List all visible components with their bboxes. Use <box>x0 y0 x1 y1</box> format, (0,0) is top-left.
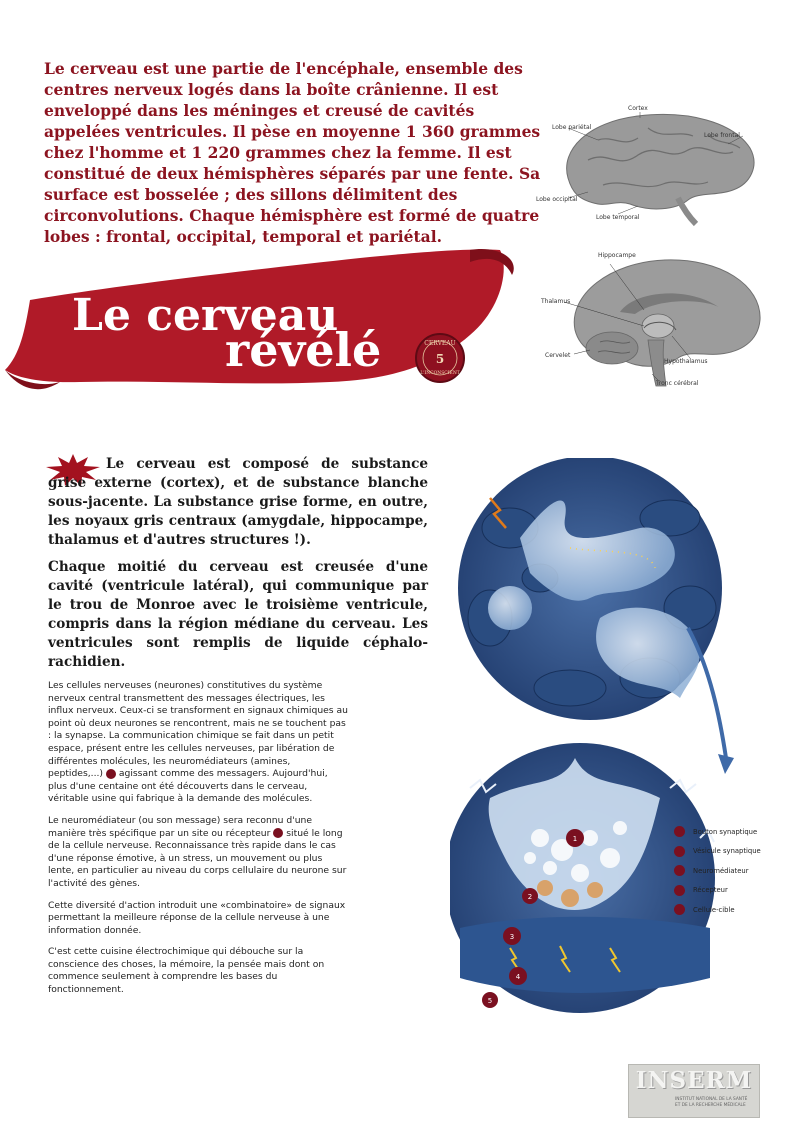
section-structure <box>48 455 428 680</box>
label-cervelet: Cervelet <box>545 352 571 359</box>
legend-bullet-icon <box>674 904 685 915</box>
label-tronc-cerebral: Tronc cérébral <box>656 380 699 387</box>
brain-lateral-illustration <box>528 100 788 230</box>
legend-item <box>674 842 794 862</box>
neurons-paragraph-2 <box>48 815 348 891</box>
legend-bullet-icon <box>674 846 685 857</box>
label-lobe-frontal: Lobe frontal <box>704 132 740 139</box>
seal-badge <box>416 334 464 382</box>
label-cortex: Cortex <box>628 105 648 112</box>
legend-bullet-icon <box>674 885 685 896</box>
synapse-legend <box>674 822 794 920</box>
label-lobe-occipital: Lobe occipital <box>536 196 578 203</box>
neurons-paragraph-2a: Le neuromédiateur (ou son message) sera reconnu d'une manière très spécifique par un site ou récepteur <box>48 814 313 839</box>
legend-bullet-icon <box>674 865 685 876</box>
legend-item <box>674 861 794 881</box>
structure-paragraph-1: Le cerveau est composé de substance grise externe (cortex), et de substance blanche sous-jacente. La substance grise forme, en outre, les noyaux gris centraux (amygdale, hippocampe, thalamus et d'autres structures !). <box>48 456 428 548</box>
legend-label: Récepteur <box>693 886 728 895</box>
neurons-paragraph-1b: agissant comme des messagers. Aujourd'hui, plus d'une centaine ont été découverts dans le cerveau, véritable usine qui fabrique à la demande des molécules. <box>48 768 328 805</box>
seal-text-top: CERVEAU <box>424 340 456 347</box>
legend-item <box>674 900 794 920</box>
seal-number: 5 <box>435 352 445 366</box>
neurons-paragraph-3: Cette diversité d'action introduit une «combinatoire» de signaux permettant la meilleure réponse de la cellule nerveuse à une information donnée. <box>48 899 346 936</box>
legend-label: Bouton synaptique <box>693 827 758 836</box>
receptor-dot-icon <box>273 828 283 838</box>
inserm-logo-text: INSERM <box>635 1067 753 1094</box>
label-lobe-temporal: Lobe temporal <box>596 214 640 221</box>
legend-item <box>674 881 794 901</box>
legend-bullet-icon <box>674 826 685 837</box>
legend-label: Neuromédiateur <box>693 866 749 875</box>
legend-label: Vésicule synaptique <box>693 847 761 856</box>
legend-label: Cellule-cible <box>693 905 735 914</box>
neuromediator-dot-icon <box>106 769 116 779</box>
legend-item <box>674 822 794 842</box>
banner-title-line1: Le cerveau <box>72 290 339 341</box>
inserm-logo <box>628 1064 760 1118</box>
neurons-paragraph-4: C'est cette cuisine électrochimique qui débouche sur la conscience des choses, la mémoire, la pensée mais dont on commence seulement à comprendre les bases du fonctionnement. <box>48 946 325 996</box>
neurons-paragraph-1a: Les cellules nerveuses (neurones) constitutives du système nerveux central transmettent des messages électriques, les influx nerveux. Ceux-ci se transforment en signaux chimiques au point où deux neurones se rencontrent, mais ne se touchent pas : la synapse. La communication chimique se fait dans un petit espace, présent entre les cellules nerveuses, par libération de différentes molécules, les neuromédiateurs (amines, peptides,...) <box>48 680 348 780</box>
intro-text: Le cerveau est une partie de l'encéphale, ensemble des centres nerveux logés dans la boîte crânienne. Il est enveloppé dans les méninges et creusé de cavités appelées ventricules. Il pèse en moyenne 1 360 grammes chez l'homme et 1 220 grammes chez la femme. Il est constitué de deux hémisphères séparés par une fente. Sa surface est bosselée ; des sillons délimitent des circonvolutions. Chaque hémisphère est formé de quatre lobes : frontal, occipital, temporal et pariétal. <box>44 59 541 246</box>
inserm-subtitle <box>675 1097 755 1108</box>
neurons-illustration <box>450 458 790 1018</box>
neurons-paragraph-1 <box>48 680 348 806</box>
synapse-marker-3: 3 <box>509 933 515 941</box>
label-hypothalamus: Hypothalamus <box>664 358 708 365</box>
label-lobe-parietal: Lobe pariétal <box>552 124 592 131</box>
intro-paragraph <box>44 58 544 247</box>
inserm-subtitle-line2: ET DE LA RECHERCHE MÉDICALE <box>675 1102 746 1108</box>
brain-section-illustration <box>540 250 780 390</box>
banner-title-line2: révélé <box>225 323 382 377</box>
synapse-marker-5: 5 <box>487 997 493 1005</box>
synapse-marker-4: 4 <box>515 973 521 981</box>
label-hippocampe: Hippocampe <box>598 252 636 259</box>
section-neurons <box>48 680 348 1006</box>
synapse-marker-1: 1 <box>572 835 578 843</box>
inserm-subtitle-line1: INSTITUT NATIONAL DE LA SANTÉ <box>675 1097 748 1102</box>
label-thalamus: Thalamus <box>541 298 571 305</box>
structure-paragraph-2: Chaque moitié du cerveau est creusée d'une cavité (ventricule latéral), qui communique par le trou de Monroe avec le troisième ventricule, compris dans la région médiane du cerveau. Les ventricules sont remplis de liquide céphalo-rachidien. <box>48 559 428 670</box>
title-banner <box>0 230 520 430</box>
synapse-marker-2: 2 <box>527 893 533 901</box>
seal-text-bottom: L'INCONSCIENT <box>420 371 460 376</box>
neurons-paragraph-2b: situé le long de la cellule nerveuse. Reconnaissance très rapide dans le cas d'une réponse émotive, à un stress, un mouvement ou plus lente, en particulier au niveau du corps cellulaire du neurone sur l'activité des gènes. <box>48 827 347 889</box>
